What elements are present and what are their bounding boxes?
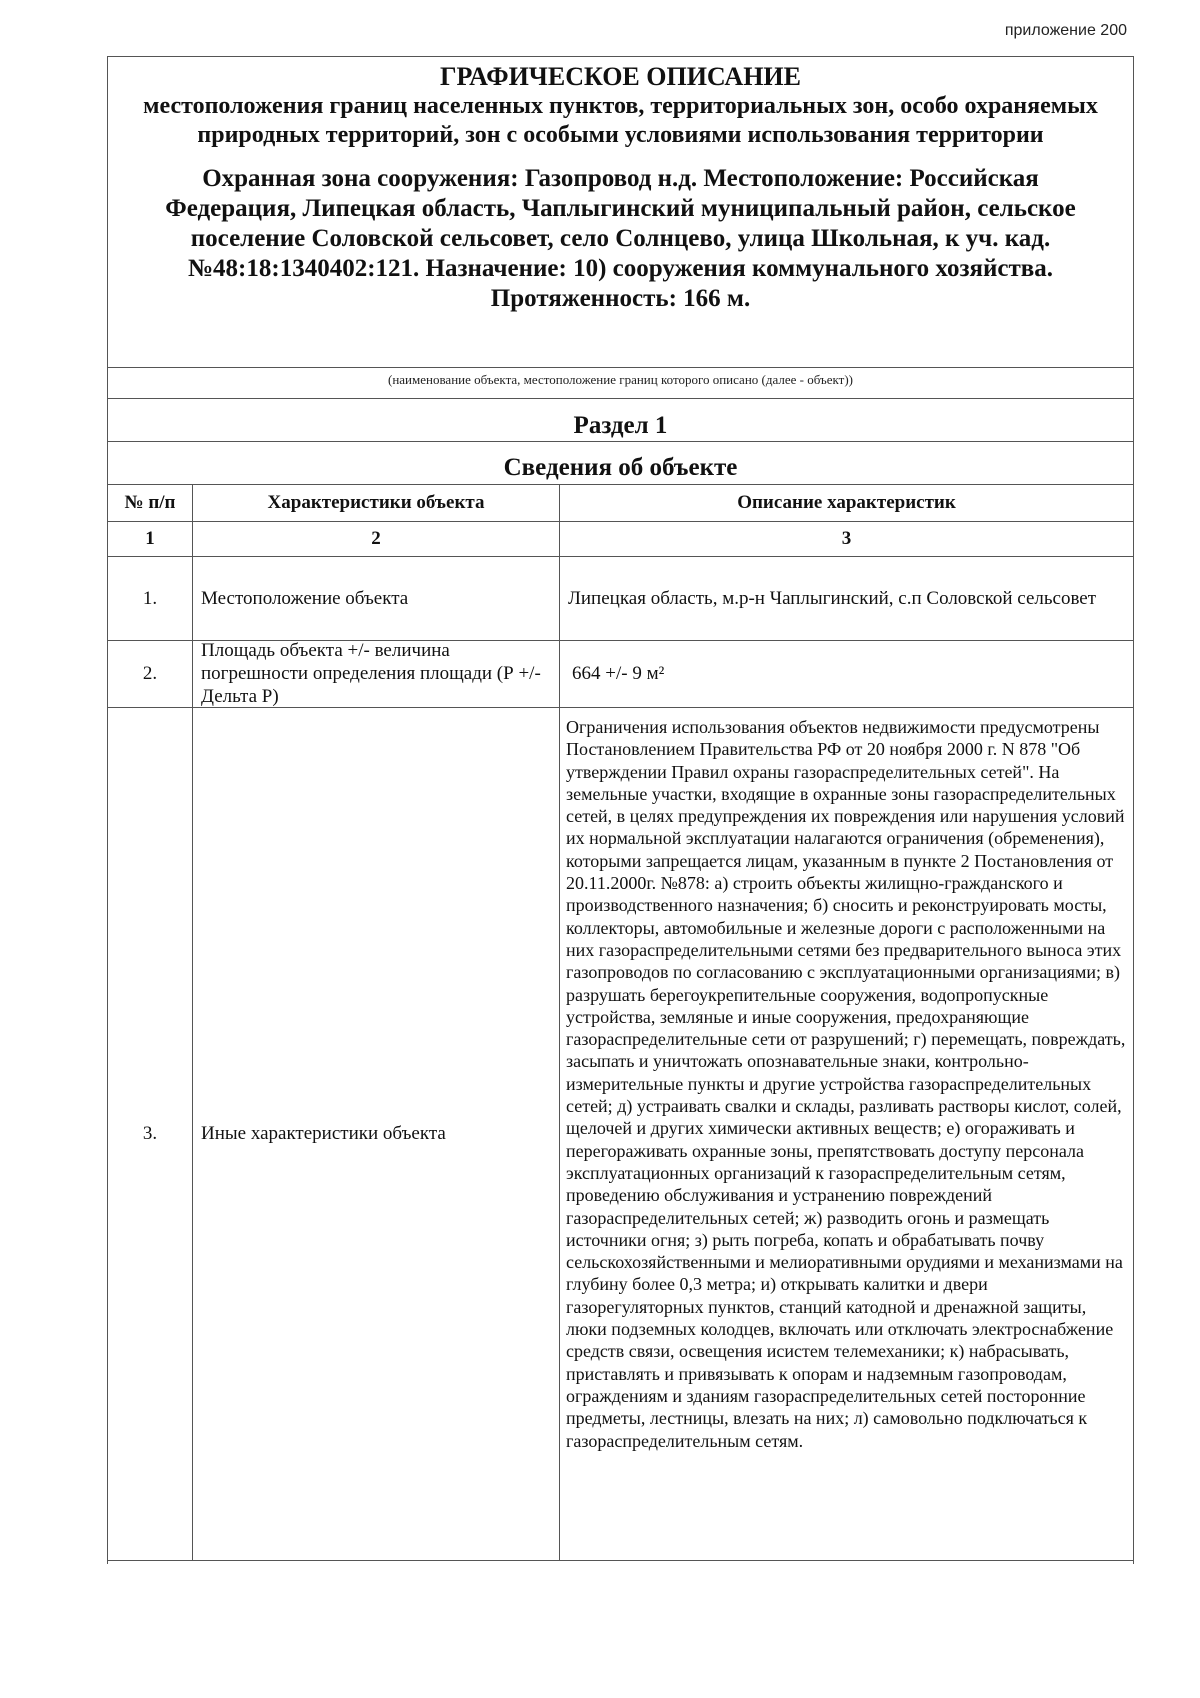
document-subheading: местоположения границ населенных пунктов, территориальных зон, особо охраняемых природных территорий, зон с особыми условиями использования территории — [143, 93, 1098, 148]
row-3-characteristic: Иные характеристики объекта — [201, 1123, 446, 1144]
column-number-1: 1 — [145, 527, 155, 549]
annex-label: приложение 200 — [1004, 22, 1127, 39]
section-label-rule — [107, 441, 1134, 442]
frame-right-border — [1133, 56, 1134, 1564]
row-2-description: 664 +/- 9 м² — [572, 663, 665, 684]
row-1-description: Липецкая область, м.р-н Чаплыгинский, с.п Соловской сельсовет — [568, 587, 1097, 609]
section-name: Сведения об объекте — [503, 454, 738, 481]
object-caption: (наименование объекта, местоположение границ которого описано (далее - объект)) — [388, 372, 853, 387]
document-heading: ГРАФИЧЕСКОЕ ОПИСАНИЕ — [440, 62, 801, 91]
document-frame — [107, 56, 1134, 1564]
title-bottom-rule — [107, 367, 1134, 368]
row-1-characteristic: Местоположение объекта — [201, 587, 409, 609]
row-3-description: Ограничения использования объектов недвижимости предусмотрены Постановлением Правительства РФ от 20 ноября 2000 г. N 878 "Об утверждении Правил охраны газораспределительных сетей". На земельные участки, входящие в охранные зоны газораспределительных сетей, в целях предупреждения их повреждения или нарушения условий их нормальной эксплуатации налагаются ограничения (обременения), которыми запрещается лицам, указанным в пункте 2 Постановления от 20.11.2000г. №878: а) строить объекты жилищно-гражданского и производственного назначения; б) сносить и реконструировать мосты, коллекторы, автомобильные и железные дороги с расположенными на них газораспределительными сетями без предварительного выноса этих газопроводов по согласованию с эксплуатационными организациями; в) разрушать берегоукрепительные сооружения, водопропускные устройства, земляные и иные сооружения, предохраняющие газораспределительные сети от разрушений; г) перемещать, повреждать, засыпать и уничтожать опознавательные знаки, контрольно-измерительные пункты и другие устройства газораспределительных сетей; д) устраивать свалки и склады, разливать растворы кислот, солей, щелочей и других химически активных веществ; е) огораживать и перегораживать охранные зоны, препятствовать доступу персонала эксплуатационных организаций к газораспределительным сетям, проведению обслуживания и устранению повреждений газораспределительных сетей; ж) разводить огонь и размещать источники огня; з) рыть погреба, копать и обрабатывать почву сельскохозяйственными и мелиоративными орудиями и механизмами на глубину более 0,3 метра; и) открывать калитки и двери газорегуляторных пунктов, станций катодной и дренажной защиты, люки подземных колодцев, включать или отключать электроснабжение средств связи, освещения исистем телемеханики; к) набрасывать, приставлять и привязывать к опорам и надземным газопроводам, ограждениям и зданиям газораспределительных сетей посторонние предметы, лестницы, влезать на них; л) самовольно подключаться к газораспределительным сетям. — [566, 717, 1126, 1451]
column-number-3: 3 — [841, 527, 852, 549]
header-description: Описание характеристик — [737, 491, 956, 513]
column-number-2: 2 — [371, 527, 381, 549]
section-label: Раздел 1 — [573, 412, 668, 439]
caption-bottom-rule — [107, 398, 1134, 399]
header-number: № п/п — [124, 491, 176, 513]
row-2-characteristic: Площадь объекта +/- величина погрешности определения площади (Р +/- Дельта Р) — [201, 640, 541, 707]
header-characteristic: Характеристики объекта — [267, 491, 485, 513]
frame-top-border — [107, 56, 1134, 57]
row-3-number: 3. — [142, 1123, 158, 1144]
row-3-rule — [107, 1560, 1134, 1561]
row-2-number: 2. — [142, 663, 158, 684]
row-1-number: 1. — [142, 587, 158, 609]
object-name: Охранная зона сооружения: Газопровод н.д. Местоположение: Российская Федерация, Липецкая область, Чаплыгинский муниципальный район, сельское поселение Соловской сельсовет, село Солнцево, улица Школьная, к уч. кад. №48:18:1340402:121. Назначение: 10) сооружения коммунального хозяйства. Протяженность: 166 м. — [165, 165, 1076, 312]
title-block — [108, 62, 1133, 314]
